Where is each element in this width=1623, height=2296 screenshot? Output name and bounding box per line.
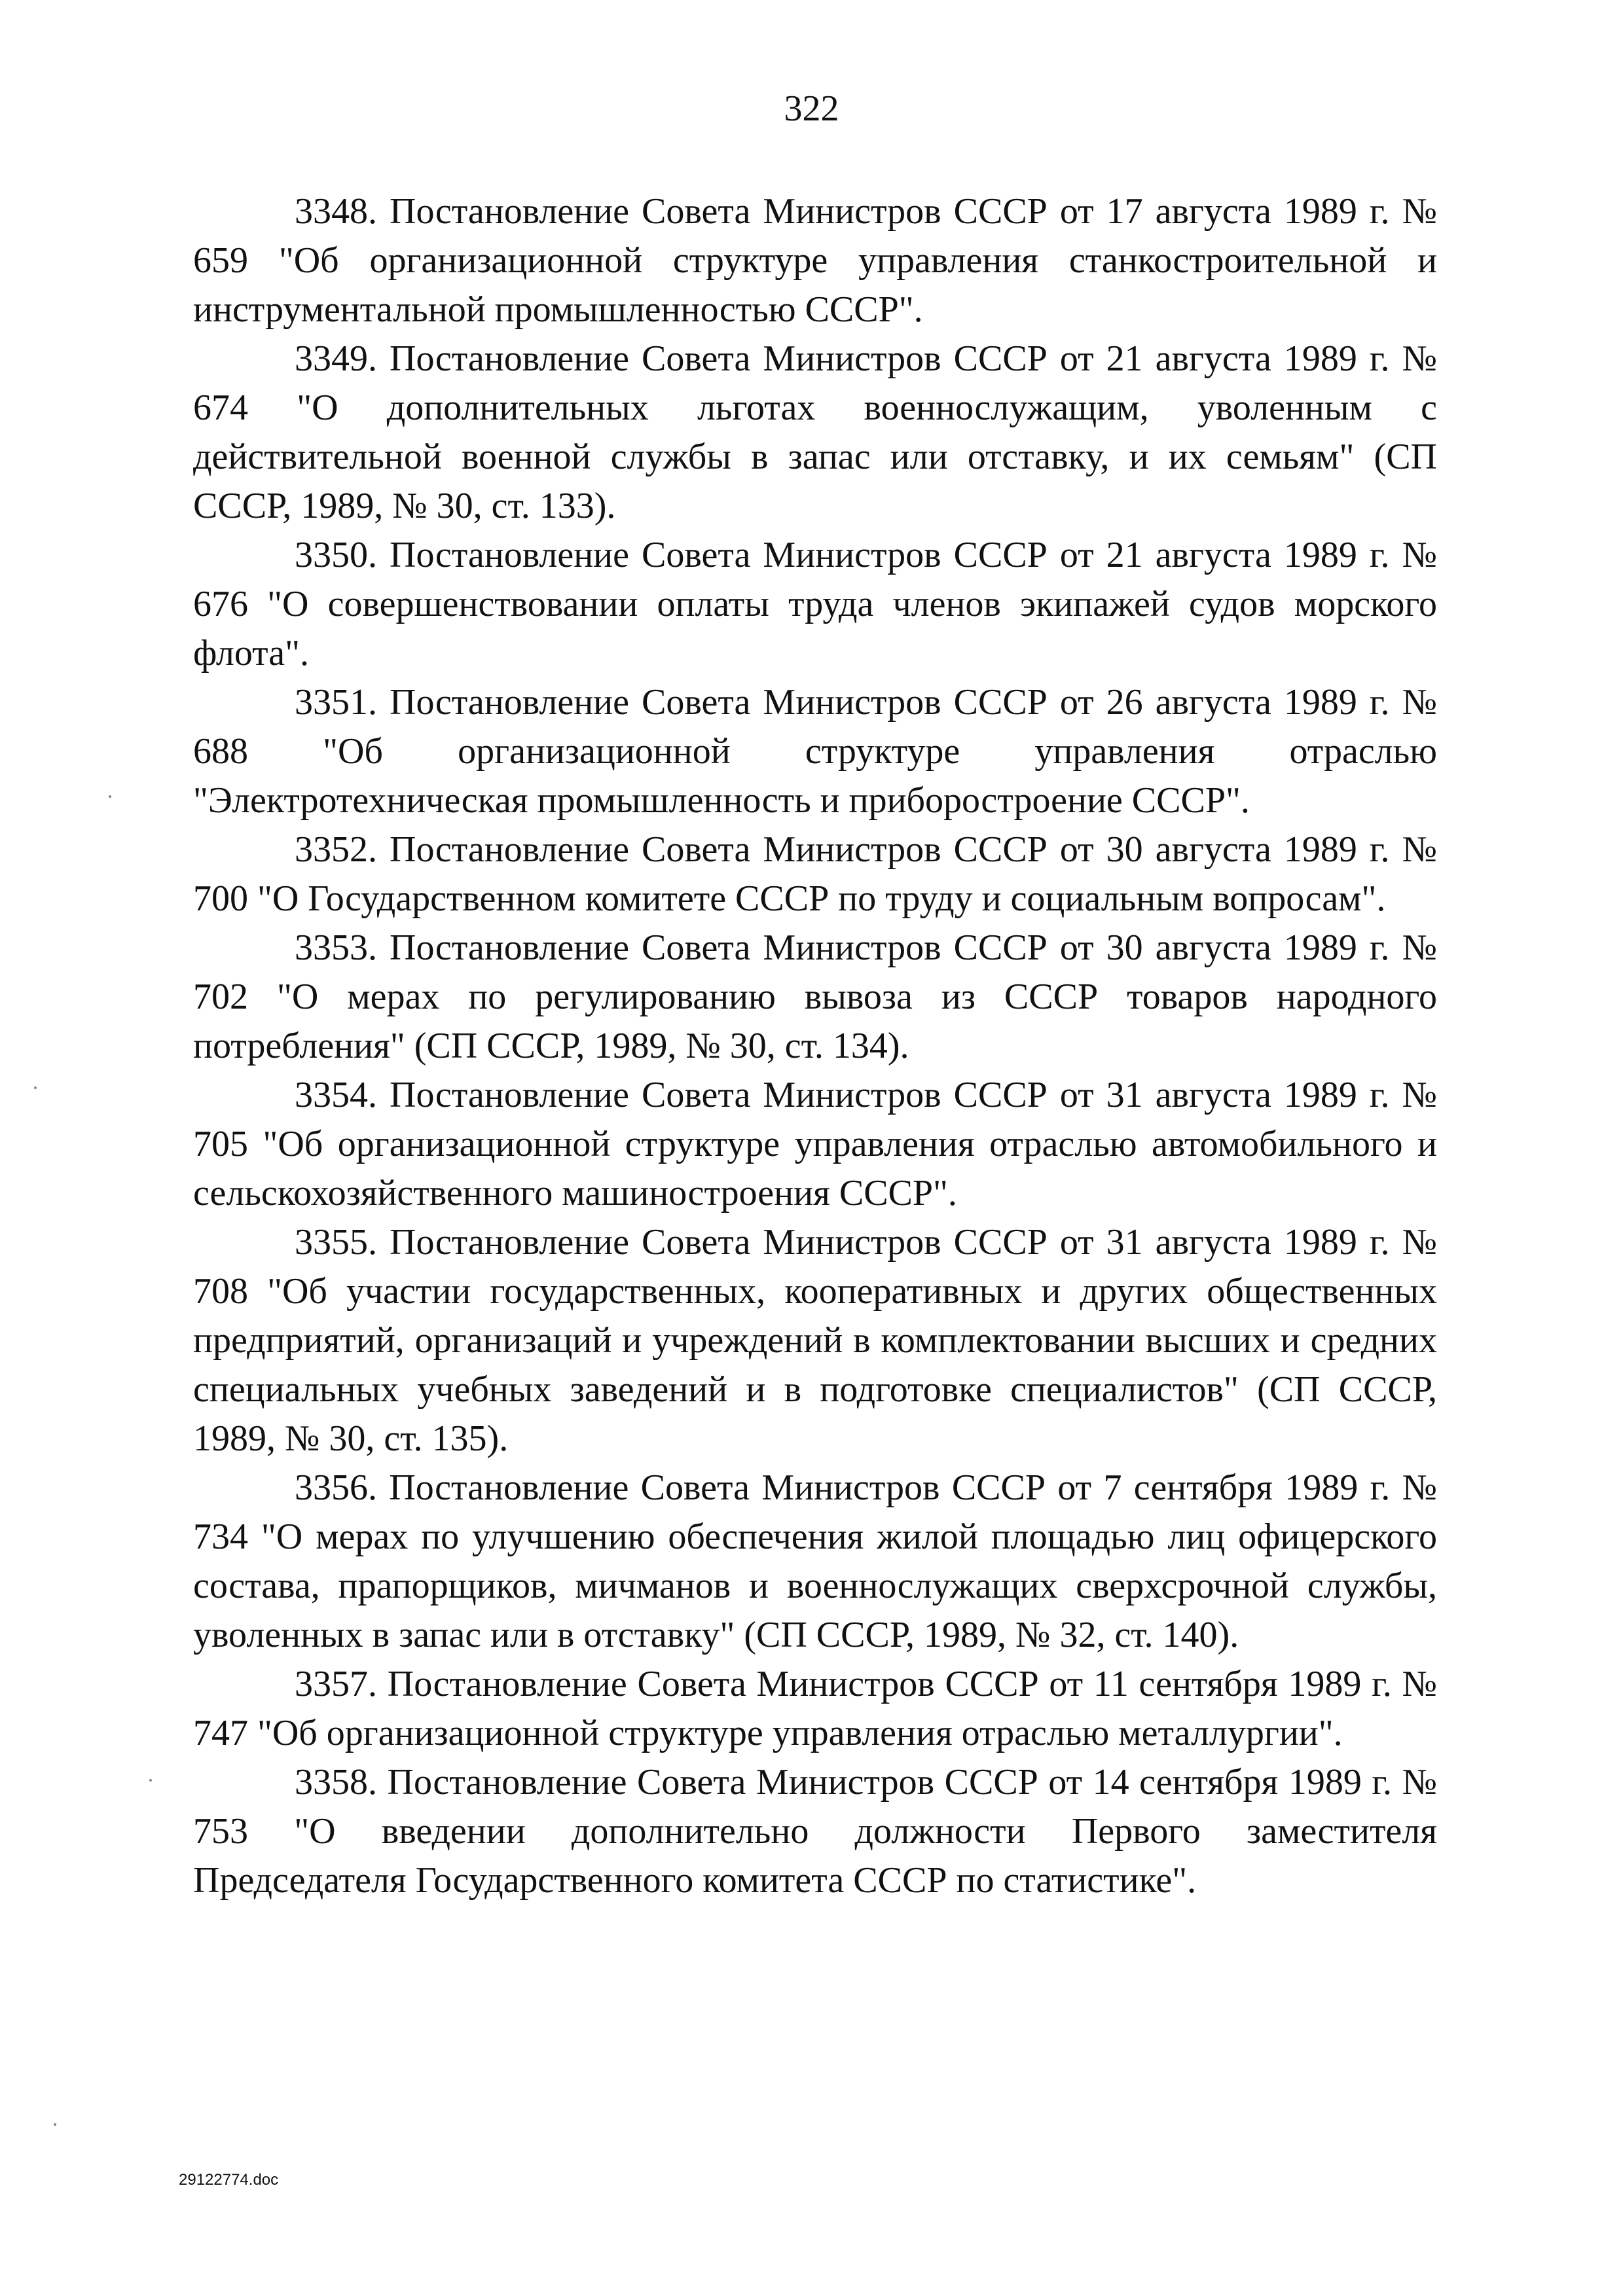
scan-speck [109,795,111,798]
page-number: 322 [784,88,839,129]
entry-3355: 3355. Постановление Совета Министров СССР от 31 августа 1989 г. № 708 "Об участии государственных, кооперативных и других общественных предприятий, организаций и учреждений в комплектовании высших и средних специальных учебных заведений и в подготовке специалистов" (СП СССР, 1989, № 30, ст. 135). [193,1222,1437,1459]
entry-3349: 3349. Постановление Совета Министров СССР от 21 августа 1989 г. № 674 "О дополнительных льготах военнослужащим, уволенным с действительной военной службы в запас или отставку, и их семьям" (СП СССР, 1989, № 30, ст. 133). [193,338,1437,526]
entry-3350: 3350. Постановление Совета Министров СССР от 21 августа 1989 г. № 676 "О совершенствовании оплаты труда членов экипажей судов морского флота". [193,535,1437,673]
scan-speck [34,1086,37,1089]
entry-3348: 3348. Постановление Совета Министров СССР от 17 августа 1989 г. № 659 "Об организационной структуре управления станкостроительной и инструментальной промышленностью СССР". [193,191,1437,330]
scan-speck [54,2123,56,2126]
scan-speck [149,1779,152,1782]
entry-3353: 3353. Постановление Совета Министров СССР от 30 августа 1989 г. № 702 "О мерах по регулированию вывоза из СССР товаров народного потребления" (СП СССР, 1989, № 30, ст. 134). [193,927,1437,1066]
entry-3357: 3357. Постановление Совета Министров СССР от 11 сентября 1989 г. № 747 "Об организационной структуре управления отраслью металлургии". [193,1664,1437,1753]
entry-3358: 3358. Постановление Совета Министров СССР от 14 сентября 1989 г. № 753 "О введении дополнительно должности Первого заместителя Председателя Государственного комитета СССР по статистике". [193,1762,1437,1901]
entry-3356: 3356. Постановление Совета Министров СССР от 7 сентября 1989 г. № 734 "О мерах по улучшению обеспечения жилой площадью лиц офицерского состава, прапорщиков, мичманов и военнослужащих сверхсрочной службы, уволенных в запас или в отставку" (СП СССР, 1989, № 32, ст. 140). [193,1467,1437,1655]
entry-3351: 3351. Постановление Совета Министров СССР от 26 августа 1989 г. № 688 "Об организационной структуре управления отраслью "Электротехническая промышленность и приборостроение СССР". [193,682,1437,821]
entry-3354: 3354. Постановление Совета Министров СССР от 31 августа 1989 г. № 705 "Об организационной структуре управления отраслью автомобильного и сельскохозяйственного машиностроения СССР". [193,1075,1437,1213]
document-body [193,187,1437,1905]
footer-filename: 29122774.doc [179,2171,279,2189]
entry-3352: 3352. Постановление Совета Министров СССР от 30 августа 1989 г. № 700 "О Государственном комитете СССР по труду и социальным вопросам". [193,829,1437,919]
